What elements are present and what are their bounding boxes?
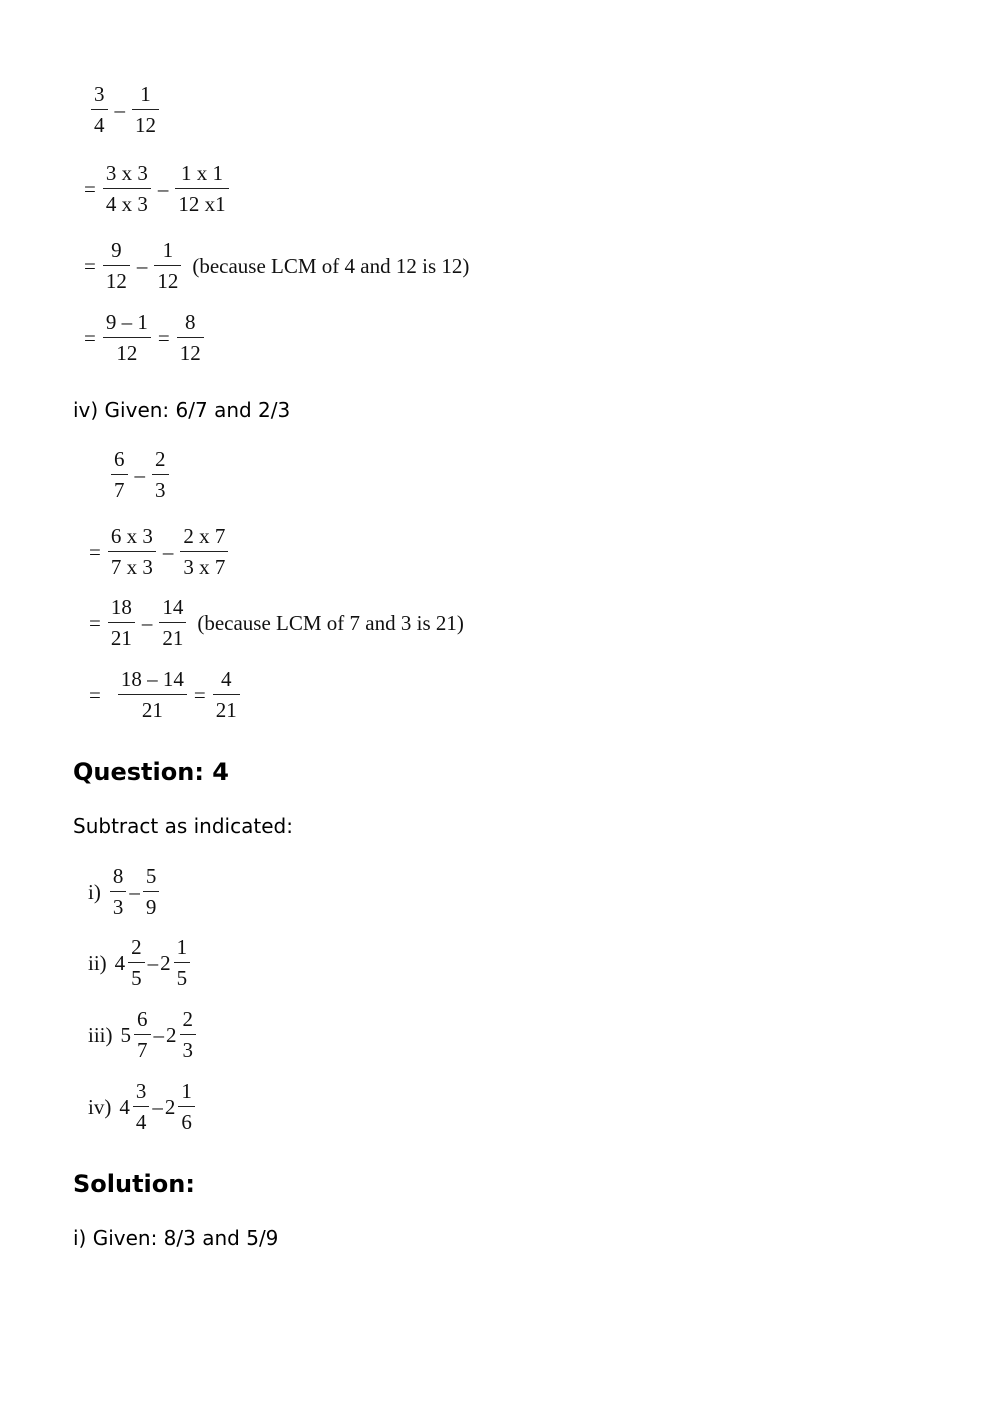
fraction: $\frac{1 x 1}{12 x1}$ [175,163,228,215]
fraction: $\frac{1}{12}$ [132,84,159,136]
part-iv-given: iv) Given: 6/7 and 2/3 [73,398,291,422]
fraction: $\frac{8}{12}$ [177,312,204,364]
p4-step3-expression: = $\frac{18 - 14}{21}$ = $\frac{4}{21}$ [85,669,243,721]
fraction: $\frac{6}{7}$ [134,1009,151,1061]
fraction: $\frac{5}{9}$ [143,866,160,918]
fraction: $\frac{4}{21}$ [213,669,240,721]
solution-given: i) Given: 8/3 and 5/9 [73,1226,279,1250]
fraction: $\frac{8}{3}$ [110,866,127,918]
fraction: $\frac{18}{21}$ [108,597,135,649]
p3-step2-expression: = $\frac{9}{12}$ – $\frac{1}{12}$ (because LCM of 4 and 12 is 12) [84,238,470,293]
fraction: $\frac{1}{12}$ [154,240,181,292]
fraction: $\frac{2}{3}$ [180,1009,197,1061]
fraction: $\frac{2}{5}$ [128,937,145,989]
question-4-instruction: Subtract as indicated: [73,814,293,838]
q4-item-i: i) $\frac{8}{3}$ – $\frac{5}{9}$ [88,866,162,918]
fraction: $\frac{9 - 1}{12}$ [103,312,151,364]
p4-step0-expression: $\frac{6}{7}$ – $\frac{2}{3}$ [108,449,172,501]
q4-item-iii: iii) 5 $\frac{6}{7}$ – 2 $\frac{2}{3}$ [88,1009,199,1061]
p3-step1-expression: = $\frac{3 x 3}{4 x 3}$ – $\frac{1 x 1}{12 x1}$ [80,163,232,215]
lcm-note: (because LCM of 4 and 12 is 12) [192,253,470,278]
p3-step0-expression: $\frac{3}{4}$ – $\frac{1}{12}$ [88,84,162,136]
question-4-heading: Question: 4 [73,758,229,786]
fraction: $\frac{3}{4}$ [91,84,108,136]
fraction: $\frac{14}{21}$ [159,597,186,649]
q4-item-ii: ii) 4 $\frac{2}{5}$ – 2 $\frac{1}{5}$ [88,937,193,989]
fraction: $\frac{6}{7}$ [111,449,128,501]
fraction: $\frac{1}{6}$ [178,1081,195,1133]
fraction: $\frac{3}{4}$ [133,1081,150,1133]
q4-item-iv: iv) 4 $\frac{3}{4}$ – 2 $\frac{1}{6}$ [88,1081,198,1133]
p4-step1-expression: = $\frac{6 x 3}{7 x 3}$ – $\frac{2 x 7}{3 x 7}$ [85,526,231,578]
solution-heading: Solution: [73,1170,195,1198]
fraction: $\frac{3 x 3}{4 x 3}$ [103,163,151,215]
fraction: $\frac{6 x 3}{7 x 3}$ [108,526,156,578]
lcm-note: (because LCM of 7 and 3 is 21) [197,610,464,635]
fraction: $\frac{18 - 14}{21}$ [118,669,187,721]
p3-step3-expression: = $\frac{9 - 1}{12}$ = $\frac{8}{12}$ [80,312,207,364]
p4-step2-expression: = $\frac{18}{21}$ – $\frac{14}{21}$ (because LCM of 7 and 3 is 21) [89,595,464,650]
fraction: $\frac{9}{12}$ [103,240,130,292]
fraction: $\frac{2 x 7}{3 x 7}$ [180,526,228,578]
fraction: $\frac{1}{5}$ [174,937,191,989]
fraction: $\frac{2}{3}$ [152,449,169,501]
